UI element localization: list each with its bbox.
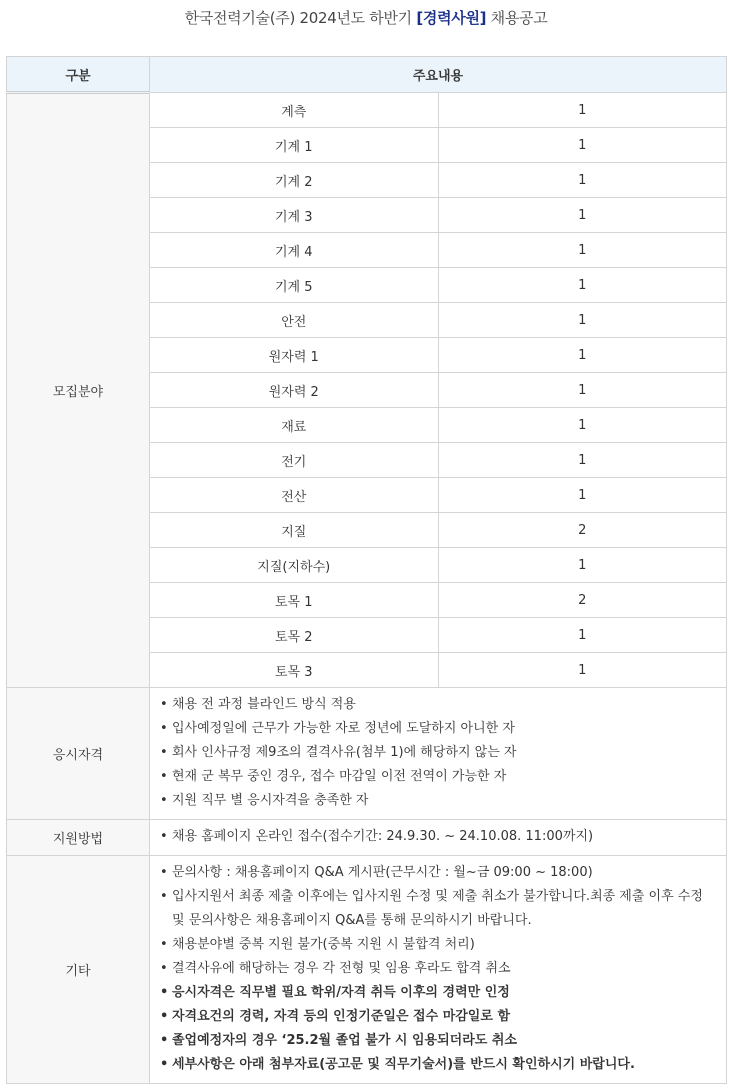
field-row	[150, 233, 726, 268]
bullet-item: • 문의사항 : 채용홈페이지 Q&A 게시판(근무시간 : 월~금 09:00 ~ 18:00)	[160, 861, 718, 885]
bullet-item: • 채용분야별 중복 지원 불가(중복 지원 시 불합격 처리)	[160, 933, 718, 957]
field-name: 기계 1	[150, 128, 438, 163]
field-name: 기계 3	[150, 198, 438, 233]
field-count: 1	[438, 548, 726, 583]
qualification-list	[150, 688, 726, 819]
field-count: 1	[438, 93, 726, 128]
bullet-item: • 채용 홈페이지 온라인 접수(접수기간: 24.9.30. ~ 24.10.08. 11:00까지)	[160, 825, 718, 849]
title-suffix: 채용공고	[486, 9, 548, 27]
recruitment-content	[150, 93, 727, 688]
field-name: 토목 3	[150, 653, 438, 688]
other-label: 기타	[7, 856, 150, 1084]
page-title	[0, 7, 732, 28]
field-name: 토목 2	[150, 618, 438, 653]
bullet-item: • 결격사유에 해당하는 경우 각 전형 및 임용 후라도 합격 취소	[160, 957, 718, 981]
other-content	[150, 856, 727, 1084]
field-name: 기계 2	[150, 163, 438, 198]
notice-table	[6, 56, 727, 1084]
bullet-item: • 입사지원서 최종 제출 이후에는 입사지원 수정 및 제출 취소가 불가합니다.최종 제출 이후 수정 및 문의사항은 채용홈페이지 Q&A를 통해 문의하시기 바랍니다.	[160, 885, 718, 933]
field-count: 1	[438, 373, 726, 408]
field-name: 지질(지하수)	[150, 548, 438, 583]
field-row	[150, 478, 726, 513]
field-name: 재료	[150, 408, 438, 443]
field-count: 1	[438, 268, 726, 303]
field-row	[150, 163, 726, 198]
other-row	[7, 856, 727, 1084]
field-name: 안전	[150, 303, 438, 338]
field-count: 1	[438, 408, 726, 443]
field-row	[150, 93, 726, 128]
field-name: 원자력 2	[150, 373, 438, 408]
field-count: 1	[578, 662, 587, 678]
field-name: 토목 1	[150, 583, 438, 618]
field-row	[150, 583, 726, 618]
header-category: 구분	[7, 57, 150, 93]
bullet-item: • 입사예정일에 근무가 가능한 자로 정년에 도달하지 아니한 자	[160, 717, 718, 741]
field-row	[150, 443, 726, 478]
method-list	[150, 820, 726, 855]
method-label: 지원방법	[7, 820, 150, 856]
recruitment-label: 모집분야	[7, 93, 150, 688]
other-list	[150, 856, 726, 1083]
field-name: 지질	[150, 513, 438, 548]
bullet-item: • 지원 직무 별 응시자격을 충족한 자	[160, 789, 718, 813]
header-main-content: 주요내용	[150, 57, 727, 93]
field-name: 원자력 1	[150, 338, 438, 373]
field-row	[150, 268, 726, 303]
header-row	[7, 57, 727, 93]
field-count: 1	[438, 128, 726, 163]
method-row	[7, 820, 727, 856]
field-name: 계측	[150, 93, 438, 128]
qualification-row	[7, 688, 727, 820]
recruitment-fields-table	[150, 93, 726, 687]
field-row	[150, 198, 726, 233]
field-name: 전산	[150, 478, 438, 513]
bullet-item: • 졸업예정자의 경우 ‘25.2월 졸업 불가 시 임용되더라도 취소	[160, 1029, 718, 1053]
bullet-item: • 자격요건의 경력, 자격 등의 인정기준일은 접수 마감일로 함	[160, 1005, 718, 1029]
field-row	[150, 653, 726, 688]
title-highlight: [경력사원]	[416, 9, 487, 27]
bullet-item: • 세부사항은 아래 첨부자료(공고문 및 직무기술서)를 반드시 확인하시기 바랍니다.	[160, 1053, 718, 1077]
title-prefix: 한국전력기술(주) 2024년도 하반기	[184, 9, 417, 27]
field-count: 1	[438, 478, 726, 513]
field-name: 기계 4	[150, 233, 438, 268]
field-row	[150, 408, 726, 443]
field-row	[150, 618, 726, 653]
field-row	[150, 513, 726, 548]
qualification-label: 응시자격	[7, 688, 150, 820]
field-count: 1	[438, 338, 726, 373]
field-name: 기계 5	[150, 268, 438, 303]
field-row	[150, 128, 726, 163]
field-count: 1	[438, 233, 726, 268]
qualification-content	[150, 688, 727, 820]
field-row	[150, 548, 726, 583]
bullet-item: • 회사 인사규정 제9조의 결격사유(첨부 1)에 해당하지 않는 자	[160, 741, 718, 765]
field-count: 1	[438, 303, 726, 338]
field-count: 1	[438, 198, 726, 233]
field-count: 2	[438, 513, 726, 548]
bullet-item: • 현재 군 복무 중인 경우, 접수 마감일 이전 전역이 가능한 자	[160, 765, 718, 789]
field-row	[150, 373, 726, 408]
field-count: 2	[438, 583, 726, 618]
field-name: 전기	[150, 443, 438, 478]
field-count: 1	[438, 163, 726, 198]
field-row	[150, 303, 726, 338]
method-content	[150, 820, 727, 856]
field-count: 1	[438, 618, 726, 653]
field-row	[150, 338, 726, 373]
bullet-item: • 응시자격은 직무별 필요 학위/자격 취득 이후의 경력만 인정	[160, 981, 718, 1005]
field-count: 1	[438, 443, 726, 478]
recruitment-row	[7, 93, 727, 688]
bullet-item: • 채용 전 과정 블라인드 방식 적용	[160, 693, 718, 717]
